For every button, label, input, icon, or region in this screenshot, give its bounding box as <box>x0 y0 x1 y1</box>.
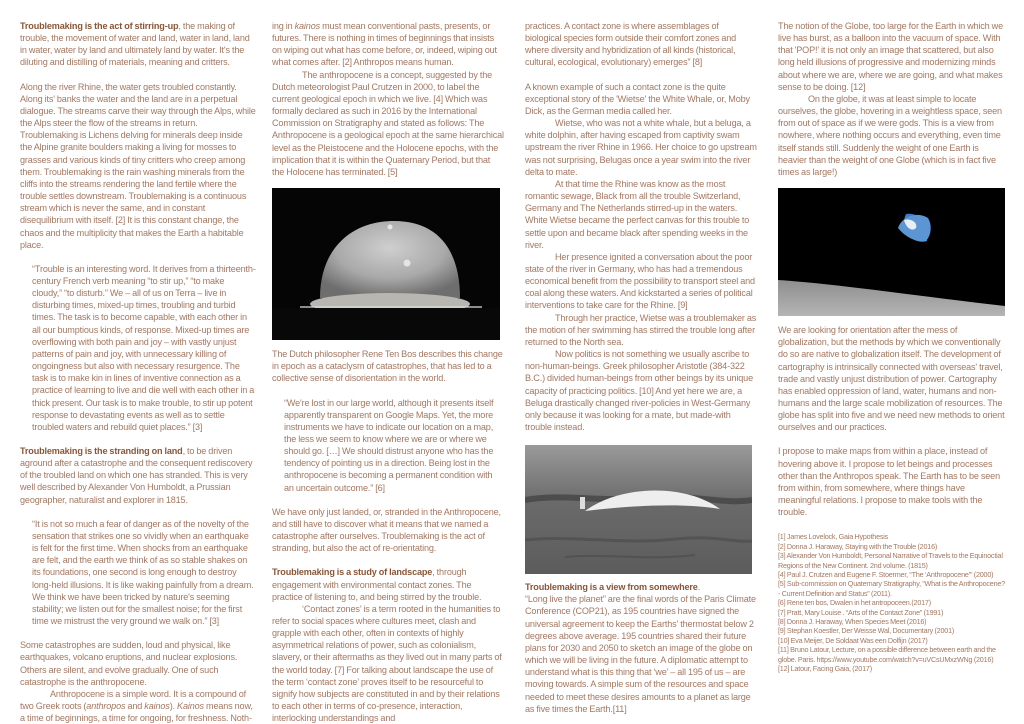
section-heading: Troublemaking is a study of landscape <box>272 567 433 578</box>
paragraph: A known example of such a contact zone is the quite exceptional story of the 'Wietse' the White Whale, or, Moby Dick, as the German media called her. <box>525 81 750 116</box>
paragraph: Anthropocene is a simple word. It is a compound of two Greek roots (anthropos and kainos). Kainos means now, a time of beginnings, a time for ongoing, for freshness. Noth- <box>20 688 253 724</box>
reference-item: [7] Pratt, Mary Louise . “Arts of the Contact Zone” (1991) <box>778 607 944 617</box>
nuclear-explosion-illustration <box>272 188 500 340</box>
column-4 <box>778 20 1008 673</box>
nuclear-explosion-image <box>272 188 500 340</box>
paragraph: Troublemaking is a view from somewhere. <box>525 582 701 593</box>
paragraph: Her presence ignited a conversation about the poor state of the river in Germany, who has had a tremendous economical benefit from the possibility to transport steel and coal along these waters. And kickstarted a series of political interventions to take care for the Rhine. [9] <box>525 251 755 311</box>
reference-item: [8] Donna J. Haraway, When Species Meet (2016) <box>778 617 927 627</box>
block-quote: “Trouble is an interesting word. It derives from a thirteenth-century French verb meaning “to stir up,” “to make cloudy,” “to disturb.” We – all of us on Terra – live in disturbing times, mixed-up times, troubling and turbid times. The task is to become capable, with each other in all our bumptious kinds, of response. Mixed-up times are overflowing with both pain and joy – with vastly unjust patterns of pain and joy, with unnecessary killing of ongoingness but also with necessary resurgence. The task is to make kin in lines of inventive connection as a practice of learning to live and die well with each other in a thick present. Our task is to make trouble, to stir up potent response to devastating events as well as to settle troubled waters and rebuild quiet places.” [3] <box>32 263 256 432</box>
paragraph: On the globe, it was at least simple to locate ourselves, the globe, hovering in a weightless space, seen from out of space as if we were gods. This is a view from nowhere, where nothing occurs and everything, even time itself stands still. Suddenly the weight of one Earth is heavier than the weight of one Globe (which is in fact five times as large!) <box>778 93 1002 177</box>
block-quote: “It is not so much a fear of danger as of the novelty of the sensation that strikes one so vividly when an earthquake is felt for the first time. When shocks from an earthquake are felt, and the earth we think of as so stable shakes on its foundations, one second is long enough to destroy long-held illusions. It is like waking painfully from a dream. We think we have been tricked by nature's seeming stability; we listen out for the smallest noise; for the first time we mistrust the very ground we walk on.” [3] <box>32 518 254 627</box>
paragraph: I propose to make maps from within a place, instead of hovering above it. I propose to let beings and processes other than the Anthropos speak. The Earth has to be seen from within, from somewhere, where things have meaningful relations. I propose to make tools with the trouble. <box>778 446 1001 518</box>
paragraph: Some catastrophes are sudden, loud and physical, like earthquakes, volcano eruptions, and nuclear explosions. Others are silent, and evolve gradually. One of such catastrophe is the anthropocene. <box>20 640 238 687</box>
block-quote: “We're lost in our large world, although it presents itself apparently transparent on Google Maps. Yet, the more instruments we have to indicate our location on a map, the less we seem to know where we are or where we should go. […] We should distrust anyone who has the tendency of pointing us in a direction. Being lost in the anthropocene is becoming a permanent condition with an uncertain outcome.” [6] <box>284 397 494 493</box>
paragraph: practices. A contact zone is where assemblages of biological species form outside their comfort zones and where diversity and hybridization of all kinds (historical, cultural, ecological, evolutionary) emerges” [8] <box>525 21 737 68</box>
section-heading: Troublemaking is the stranding on land <box>20 446 183 456</box>
column-1 <box>20 20 256 724</box>
paragraph: Troublemaking is the stranding on land, to be driven aground after a catastrophe and the consequent rediscovery of the troubled land on which one has stranded. This is very well described by Alexander Von Humboldt, a Prussian geographer, naturalist and explorer in 1815. <box>20 446 253 505</box>
column-2 <box>272 20 504 724</box>
paragraph: Through her practice, Wietse was a troublemaker as the motion of her swimming has stirred the trouble long after returned to the North sea. <box>525 312 757 347</box>
paragraph: ing in kainos must mean conventional pasts, presents, or futures. There is nothing in times of beginnings that insists on wiping out what has come before, or, indeed, wiping out what comes after. [2] Anthropos means human. <box>272 21 497 68</box>
reference-item: [4] Paul J. Crutzen and Eugene F. Stoermer, “The ‘Anthropocene’” (2000) <box>778 570 994 579</box>
reference-item: [10] Eva Meijer, De Soldaat Was een Dolfijn (2017) <box>778 635 928 645</box>
reference-item: [5] Sub-commission on Quaternary Stratigraphy, “What is the Anthropocene? - Current Definition and Status” (2011). <box>778 579 1005 598</box>
reference-item: [6] Rene ten bos, Dwalen in het antropoceen.(2017) <box>778 598 931 608</box>
section-heading: Troublemaking is the act of stirring-up <box>20 21 179 31</box>
beluga-whale-illustration <box>525 445 752 574</box>
reference-item: [9] Stephan Koestler, Der Weisse Wal, Documentary (2001) <box>778 626 955 636</box>
paragraph: ‘Contact zones’ is a term rooted in the humanities to refer to social spaces where cultures meet, clash and grapple with each other, often in contexts of highly asymmetrical relations of power, such as colonialism, slavery, or their aftermaths as they lived out in many parts of the world today. [7] For talking about landscape the use of the term ‘contact zone’ proves itself to be resourceful to signify how subjects are constituted in and by their relations to each other in terms of co-presence, interaction, interlocking understandings and <box>272 603 502 724</box>
paragraph: Troublemaking is a study of landscape, through engagement with environmental contact zones. The practice of listening to, and being stirred by the trouble. <box>272 567 482 602</box>
paragraph: The notion of the Globe, too large for the Earth in which we live has burst, as a balloon into the vacuum of space. With that 'POP!' it is not only an image that scattered, but also long held illusions of progressive and modernizing minds about where we are, where we are going, and what makes sense to be doing. [12] <box>778 21 1003 92</box>
paragraph: Along the river Rhine, the water gets troubled constantly. Along its' banks the water and the land are in a perpetual dialogue. The streams carve their way through the Alps, while the Alps steer the flow of the streams in return. Troublemaking is Lichens delving for minerals deep inside the Alpine granite boulders making a living for mosses to grasses and various kinds of tiny critters who creep among them. Troublemaking is the rain washing minerals from the cliffs into the streams rendering the land fertile where the trouble settles downstream. Troublemaking is a continuous stream which is never the same, and in constant disequilibrium with itself. [2] It is this constant change, the chaos and the multiplicity that makes the Earth a habitable place. <box>20 81 256 250</box>
earthrise-illustration <box>778 188 1005 316</box>
column-3 <box>525 20 757 715</box>
reference-item: [1] James Lovelock, Gaia Hypothesis <box>778 532 889 542</box>
paragraph: We have only just landed, or, stranded in the Anthropocene, and still have to discover what it means that we named a catastrophe after ourselves. Troublemaking is the act of stranding, but also the act of re-orientating. <box>272 506 501 554</box>
beluga-whale-image <box>525 445 752 574</box>
section-heading: Troublemaking is a view from somewhere <box>525 582 698 593</box>
paragraph: Wietse, who was not a white whale, but a beluga, a white dolphin, after having escaped from captivity swam upstream the river Rhine in 1966. Her choice to go upstream was not surprising, Belugas once a year swim into the river delta to mate. <box>525 118 757 177</box>
earthrise-image <box>778 188 1005 316</box>
paragraph: Troublemaking is the act of stirring-up, the making of trouble, the movement of water and land, water in land, land in water, water by land and ultimately land by water. It's the diluting and distilling of materials, meaning and critters. <box>20 21 250 68</box>
reference-item: [2] Donna J. Haraway, Staying with the Trouble (2016) <box>778 541 938 551</box>
reference-item: [12] Latour, Facing Gaia, (2017) <box>778 664 872 674</box>
reference-item: [3] Alexander Von Humboldt, Personal Narrative of Travels to the Equinoctial Regions of the New Continent. 2nd volume. (1815) <box>778 551 1003 570</box>
paragraph: The Dutch philosopher Rene Ten Bos describes this change in epoch as a cataclysm of catastrophes, that has led to a collective sense of disorientation in the world. <box>272 349 503 384</box>
paragraph: “Long live the planet” are the final words of the Paris Climate Conference (COP21), as 195 countries have signed the universal agreement to keep the Earths' thermostat below 2 degrees above average. 195 countries shared their future plans for 2030 and 2050 to sketch an image of the globe on which we will be living in the future. A diplomatic attempt to understand what is this thing that ‘we’ – all 195 of us – are moving towards. A simple sum of the resources and space needed to meet these desires amounts to a planet as large as five times the Earth.[11] <box>525 594 756 714</box>
reference-item: [11] Bruno Latour, Lecture, on a possible difference between earth and the globe. Paris. https://www.youtube.com/watch?v=uVCsUMxzWNg (2016) <box>778 645 996 664</box>
paragraph: We are looking for orientation after the mess of globalization, but the methods by which we conventionally do so are native to globalization itself. The development of cartography is intrinsically connected with overseas' travel, trade and vastly unjust distribution of power. Cartography has enabled oppression of land, water, humans and non-humans and the large scale mobilization of resources. The globe has split into five and we need new methods to orient ourselves and our practices. <box>778 325 1005 433</box>
paragraph: At that time the Rhine was know as the most romantic sewage, Black from all the trouble Switzerland, Germany and The Netherlands stirred-up in the waters. White Wietse became the perfect canvas for this trouble to settle upon and became black after spending weeks in the river. <box>525 178 750 250</box>
paragraph: Now politics is not something we usually ascribe to non-human-beings. Greek philosopher Aristotle (384-322 B.C.) divided human-beings from other beings by its unique capacity of practicing politics. [10] And yet here we are, a Beluga drastically changed river-policies in West-Germany only because it was looking for a mate, but made-with trouble instead. <box>525 349 753 432</box>
paragraph: The anthropocene is a concept, suggested by the Dutch meteorologist Paul Crutzen in 2000, to label the current geological epoch in which we live. [4] Which was formally declared as such in 2016 by the International Commission on Stratigraphy and stated as follows: The Anthropocene is a geological epoch at the same hierarchical level as the Pleistocene and the Holocene epochs, with the implication that it is within the Quaternary Period, but that the Holocene has terminated. [5] <box>272 69 504 177</box>
references-list <box>778 532 1008 673</box>
